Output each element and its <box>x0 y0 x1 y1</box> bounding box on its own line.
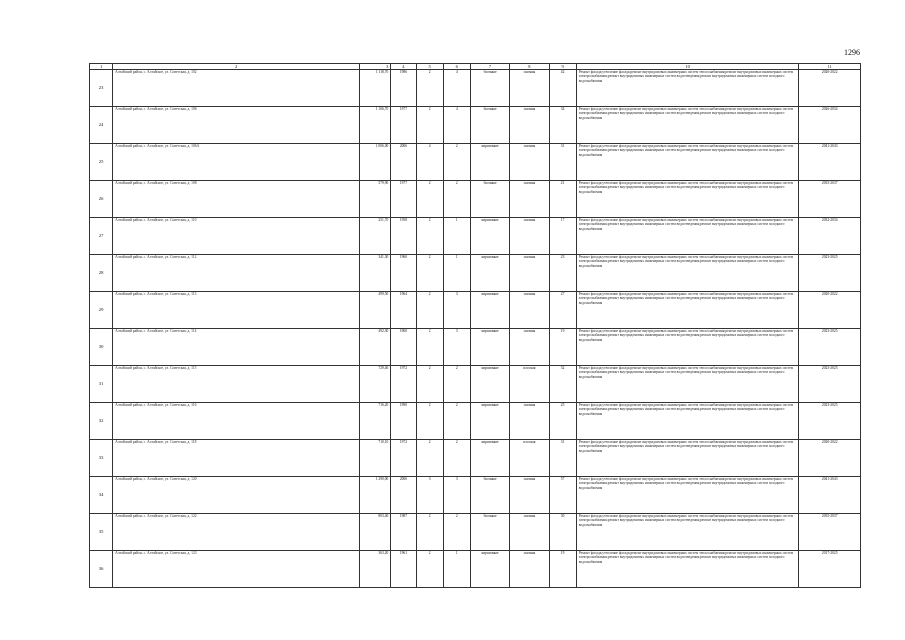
residents-cell: 34 <box>549 107 576 144</box>
entrances-cell: 2 <box>443 144 470 181</box>
residents-cell: 32 <box>549 366 576 403</box>
row-number-cell: 35 <box>90 514 113 551</box>
residents-cell: 42 <box>549 70 576 107</box>
wall-material-cell: кирпичные <box>470 144 509 181</box>
roof-type-cell: скатная <box>510 329 549 366</box>
table-row <box>90 366 861 403</box>
floors-cell: 2 <box>416 403 443 440</box>
wall-material-cell: кирпичные <box>470 551 509 588</box>
wall-material-cell: блочные <box>470 181 509 218</box>
roof-type-cell: плоская <box>510 440 549 477</box>
year-cell: 1964 <box>391 292 416 329</box>
roof-type-cell: скатная <box>510 181 549 218</box>
year-cell: 1958 <box>391 218 416 255</box>
roof-type-cell: скатная <box>510 292 549 329</box>
column-number: 10 <box>576 64 799 70</box>
wall-material-cell: блочные <box>470 514 509 551</box>
floors-cell: 2 <box>416 551 443 588</box>
entrances-cell: 2 <box>443 181 470 218</box>
roof-type-cell: скатная <box>510 107 549 144</box>
year-cell: 1961 <box>391 551 416 588</box>
entrances-cell: 2 <box>443 514 470 551</box>
wall-material-cell: блочные <box>470 477 509 514</box>
repair-works-cell: Ремонт фасада;утепление фасада;ремонт внутридомовых инженерных систем теплоснабжения;ремонт внутридомовых инженерных систем электроснабжения;ремонт внутридомовых инженерных систем водоотведения;ремонт внутридомовых инженерных систем холодного водоснабжения <box>576 107 799 144</box>
area-cell: 1 118,70 <box>360 70 391 107</box>
document-table-wrapper <box>89 63 861 588</box>
floors-cell: 2 <box>416 329 443 366</box>
year-cell: 1972 <box>391 440 416 477</box>
column-number: 8 <box>510 64 549 70</box>
table-row <box>90 403 861 440</box>
area-cell: 499,50 <box>360 292 391 329</box>
residents-cell: 21 <box>549 181 576 218</box>
address-cell: Алтайский район, с. Алтайское, ул. Советская, д. 114 <box>113 329 360 366</box>
repair-works-cell: Ремонт фасада;утепление фасада;ремонт внутридомовых инженерных систем теплоснабжения;ремонт внутридомовых инженерных систем электроснабжения;ремонт внутридомовых инженерных систем водоотведения;ремонт внутридомовых инженерных систем холодного водоснабжения <box>576 70 799 107</box>
wall-material-cell: кирпичные <box>470 329 509 366</box>
row-number-cell: 26 <box>90 181 113 218</box>
repair-period-cell: 2023-2025 <box>799 329 861 366</box>
entrances-cell: 1 <box>443 255 470 292</box>
year-cell: 1986 <box>391 70 416 107</box>
floors-cell: 4 <box>416 144 443 181</box>
row-number-cell: 36 <box>90 551 113 588</box>
area-cell: 1 006,00 <box>360 144 391 181</box>
row-number-cell: 28 <box>90 255 113 292</box>
floors-cell: 2 <box>416 255 443 292</box>
table-body <box>90 70 861 588</box>
repair-works-cell: Ремонт фасада;утепление фасада;ремонт внутридомовых инженерных систем теплоснабжения;ремонт внутридомовых инженерных систем электроснабжения;ремонт внутридомовых инженерных систем водоотведения;ремонт внутридомовых инженерных систем холодного водоснабжения <box>576 403 799 440</box>
address-cell: Алтайский район, с. Алтайское, ул. Советская, д. 115 <box>113 366 360 403</box>
table-row <box>90 440 861 477</box>
residents-cell: 23 <box>549 255 576 292</box>
column-number: 7 <box>470 64 509 70</box>
repair-period-cell: 2020-2022 <box>799 292 861 329</box>
area-cell: 1 106,70 <box>360 107 391 144</box>
year-cell: 1960 <box>391 329 416 366</box>
row-number-cell: 32 <box>90 403 113 440</box>
entrances-cell: 2 <box>443 440 470 477</box>
year-cell: 1960 <box>391 255 416 292</box>
row-number-cell: 30 <box>90 329 113 366</box>
area-cell: 710,10 <box>360 440 391 477</box>
floors-cell: 2 <box>416 181 443 218</box>
year-cell: 1990 <box>391 403 416 440</box>
residents-cell: 30 <box>549 514 576 551</box>
row-number-cell: 24 <box>90 107 113 144</box>
area-cell: 579,90 <box>360 181 391 218</box>
entrances-cell: 3 <box>443 292 470 329</box>
residents-cell: 57 <box>549 477 576 514</box>
repair-works-cell: Ремонт фасада;утепление фасада;ремонт внутридомовых инженерных систем теплоснабжения;ремонт внутридомовых инженерных систем электроснабжения;ремонт внутридомовых инженерных систем водоотведения;ремонт внутридомовых инженерных систем холодного водоснабжения <box>576 144 799 181</box>
table-row <box>90 218 861 255</box>
floors-cell: 2 <box>416 514 443 551</box>
roof-type-cell: плоская <box>510 366 549 403</box>
address-cell: Алтайский район, с. Алтайское, ул. Советская, д. 120 <box>113 477 360 514</box>
area-cell: 341,30 <box>360 255 391 292</box>
repair-period-cell: 2023-2025 <box>799 403 861 440</box>
table-row <box>90 292 861 329</box>
row-number-cell: 27 <box>90 218 113 255</box>
row-number-cell: 29 <box>90 292 113 329</box>
entrances-cell: 2 <box>443 403 470 440</box>
entrances-cell: 3 <box>443 329 470 366</box>
table-row <box>90 551 861 588</box>
repair-works-cell: Ремонт фасада;утепление фасада;ремонт внутридомовых инженерных систем теплоснабжения;ремонт внутридомовых инженерных систем электроснабжения;ремонт внутридомовых инженерных систем водоотведения;ремонт внутридомовых инженерных систем холодного водоснабжения <box>576 514 799 551</box>
repair-works-cell: Ремонт фасада;утепление фасада;ремонт внутридомовых инженерных систем теплоснабжения;ремонт внутридомовых инженерных систем электроснабжения;ремонт внутридомовых инженерных систем водоотведения;ремонт внутридомовых инженерных систем холодного водоснабжения <box>576 255 799 292</box>
repair-works-cell: Ремонт фасада;утепление фасада;ремонт внутридомовых инженерных систем теплоснабжения;ремонт внутридомовых инженерных систем электроснабжения;ремонт внутридомовых инженерных систем водоотведения;ремонт внутридомовых инженерных систем холодного водоснабжения <box>576 477 799 514</box>
table-row <box>90 329 861 366</box>
address-cell: Алтайский район, с. Алтайское, ул. Советская, д. 112 <box>113 255 360 292</box>
address-cell: Алтайский район, с. Алтайское, ул. Советская, д. 113 <box>113 292 360 329</box>
floors-cell: 2 <box>416 218 443 255</box>
wall-material-cell: кирпичные <box>470 218 509 255</box>
repair-period-cell: 2041-2043 <box>799 477 861 514</box>
table-row <box>90 70 861 107</box>
column-number: 2 <box>113 64 360 70</box>
repair-period-cell: 2023-2025 <box>799 366 861 403</box>
repair-period-cell: 2032-2034 <box>799 218 861 255</box>
residents-cell: 25 <box>549 403 576 440</box>
year-cell: 1987 <box>391 514 416 551</box>
area-cell: 716,20 <box>360 403 391 440</box>
residents-cell: 31 <box>549 144 576 181</box>
column-number: 1 <box>90 64 113 70</box>
column-number: 9 <box>549 64 576 70</box>
table-row <box>90 144 861 181</box>
repair-period-cell: 2017-2025 <box>799 551 861 588</box>
entrances-cell: 3 <box>443 477 470 514</box>
repair-works-cell: Ремонт фасада;утепление фасада;ремонт внутридомовых инженерных систем теплоснабжения;ремонт внутридомовых инженерных систем электроснабжения;ремонт внутридомовых инженерных систем водоотведения;ремонт внутридомовых инженерных систем холодного водоснабжения <box>576 181 799 218</box>
residents-cell: 19 <box>549 329 576 366</box>
table-row <box>90 255 861 292</box>
row-number-cell: 34 <box>90 477 113 514</box>
repair-works-cell: Ремонт фасада;утепление фасада;ремонт внутридомовых инженерных систем теплоснабжения;ремонт внутридомовых инженерных систем электроснабжения;ремонт внутридомовых инженерных систем водоотведения;ремонт внутридомовых инженерных систем холодного водоснабжения <box>576 329 799 366</box>
repair-works-cell: Ремонт фасада;утепление фасада;ремонт внутридомовых инженерных систем теплоснабжения;ремонт внутридомовых инженерных систем электроснабжения;ремонт внутридомовых инженерных систем водоотведения;ремонт внутридомовых инженерных систем холодного водоснабжения <box>576 440 799 477</box>
repair-period-cell: 2020-2022 <box>799 440 861 477</box>
roof-type-cell: скатная <box>510 403 549 440</box>
area-cell: 1 290,00 <box>360 477 391 514</box>
area-cell: 729,40 <box>360 366 391 403</box>
column-number: 3 <box>360 64 391 70</box>
table-row <box>90 181 861 218</box>
wall-material-cell: кирпичные <box>470 366 509 403</box>
wall-material-cell: блочные <box>470 107 509 144</box>
roof-type-cell: скатная <box>510 218 549 255</box>
column-number: 5 <box>416 64 443 70</box>
floors-cell: 3 <box>416 477 443 514</box>
repair-period-cell: 2035-2037 <box>799 181 861 218</box>
repair-works-cell: Ремонт фасада;утепление фасада;ремонт внутридомовых инженерных систем теплоснабжения;ремонт внутридомовых инженерных систем электроснабжения;ремонт внутридомовых инженерных систем водоотведения;ремонт внутридомовых инженерных систем холодного водоснабжения <box>576 366 799 403</box>
row-number-cell: 33 <box>90 440 113 477</box>
roof-type-cell: скатная <box>510 70 549 107</box>
address-cell: Алтайский район, с. Алтайское, ул. Советская, д. 106 <box>113 107 360 144</box>
entrances-cell: 2 <box>443 366 470 403</box>
floors-cell: 2 <box>416 107 443 144</box>
entrances-cell: 1 <box>443 218 470 255</box>
wall-material-cell: кирпичные <box>470 403 509 440</box>
floors-cell: 2 <box>416 70 443 107</box>
residents-cell: 27 <box>549 292 576 329</box>
table-row <box>90 477 861 514</box>
repair-works-cell: Ремонт фасада;утепление фасада;ремонт внутридомовых инженерных систем теплоснабжения;ремонт внутридомовых инженерных систем электроснабжения;ремонт внутридомовых инженерных систем водоотведения;ремонт внутридомовых инженерных систем холодного водоснабжения <box>576 218 799 255</box>
repair-period-cell: 2026-2034 <box>799 107 861 144</box>
address-cell: Алтайский район, с. Алтайское, ул. Советская, д. 110 <box>113 218 360 255</box>
year-cell: 1977 <box>391 181 416 218</box>
repair-period-cell: 2035-2037 <box>799 514 861 551</box>
residents-cell: 19 <box>549 551 576 588</box>
wall-material-cell: кирпичные <box>470 292 509 329</box>
roof-type-cell: скатная <box>510 514 549 551</box>
floors-cell: 2 <box>416 440 443 477</box>
row-number-cell: 23 <box>90 70 113 107</box>
repair-period-cell: 2023-2025 <box>799 255 861 292</box>
column-number: 6 <box>443 64 470 70</box>
address-cell: Алтайский район, с. Алтайское, ул. Советская, д. 122 <box>113 514 360 551</box>
entrances-cell: 1 <box>443 551 470 588</box>
floors-cell: 2 <box>416 292 443 329</box>
area-cell: 492,30 <box>360 329 391 366</box>
residents-cell: 31 <box>549 440 576 477</box>
year-cell: 2006 <box>391 477 416 514</box>
address-cell: Алтайский район, с. Алтайское, ул. Советская, д. 118 <box>113 440 360 477</box>
roof-type-cell: скатная <box>510 144 549 181</box>
wall-material-cell: кирпичные <box>470 255 509 292</box>
roof-type-cell: скатная <box>510 477 549 514</box>
area-cell: 803,40 <box>360 514 391 551</box>
year-cell: 2006 <box>391 144 416 181</box>
repair-period-cell: 2041-2043 <box>799 144 861 181</box>
repair-works-cell: Ремонт фасада;утепление фасада;ремонт внутридомовых инженерных систем теплоснабжения;ремонт внутридомовых инженерных систем электроснабжения;ремонт внутридомовых инженерных систем водоотведения;ремонт внутридомовых инженерных систем холодного водоснабжения <box>576 292 799 329</box>
wall-material-cell: кирпичные <box>470 440 509 477</box>
address-cell: Алтайский район, с. Алтайское, ул. Советская, д. 106А <box>113 144 360 181</box>
entrances-cell: 4 <box>443 70 470 107</box>
repair-period-cell: 2020-2022 <box>799 70 861 107</box>
year-cell: 1977 <box>391 107 416 144</box>
address-cell: Алтайский район, с. Алтайское, ул. Советская, д. 108 <box>113 181 360 218</box>
address-cell: Алтайский район, с. Алтайское, ул. Советская, д. 102 <box>113 70 360 107</box>
roof-type-cell: скатная <box>510 551 549 588</box>
address-cell: Алтайский район, с. Алтайское, ул. Советская, д. 116 <box>113 403 360 440</box>
column-number: 11 <box>799 64 861 70</box>
table-row <box>90 514 861 551</box>
area-cell: 251,70 <box>360 218 391 255</box>
entrances-cell: 4 <box>443 107 470 144</box>
area-cell: 363,20 <box>360 551 391 588</box>
roof-type-cell: скатная <box>510 255 549 292</box>
year-cell: 1972 <box>391 366 416 403</box>
column-number: 4 <box>391 64 416 70</box>
row-number-cell: 25 <box>90 144 113 181</box>
row-number-cell: 31 <box>90 366 113 403</box>
repair-works-cell: Ремонт фасада;утепление фасада;ремонт внутридомовых инженерных систем теплоснабжения;ремонт внутридомовых инженерных систем электроснабжения;ремонт внутридомовых инженерных систем водоотведения;ремонт внутридомовых инженерных систем холодного водоснабжения <box>576 551 799 588</box>
table-row <box>90 107 861 144</box>
housing-repair-table <box>89 63 861 588</box>
residents-cell: 17 <box>549 218 576 255</box>
floors-cell: 2 <box>416 366 443 403</box>
wall-material-cell: блочные <box>470 70 509 107</box>
address-cell: Алтайский район, с. Алтайское, ул. Советская, д. 123 <box>113 551 360 588</box>
page-number: 1296 <box>844 48 860 57</box>
